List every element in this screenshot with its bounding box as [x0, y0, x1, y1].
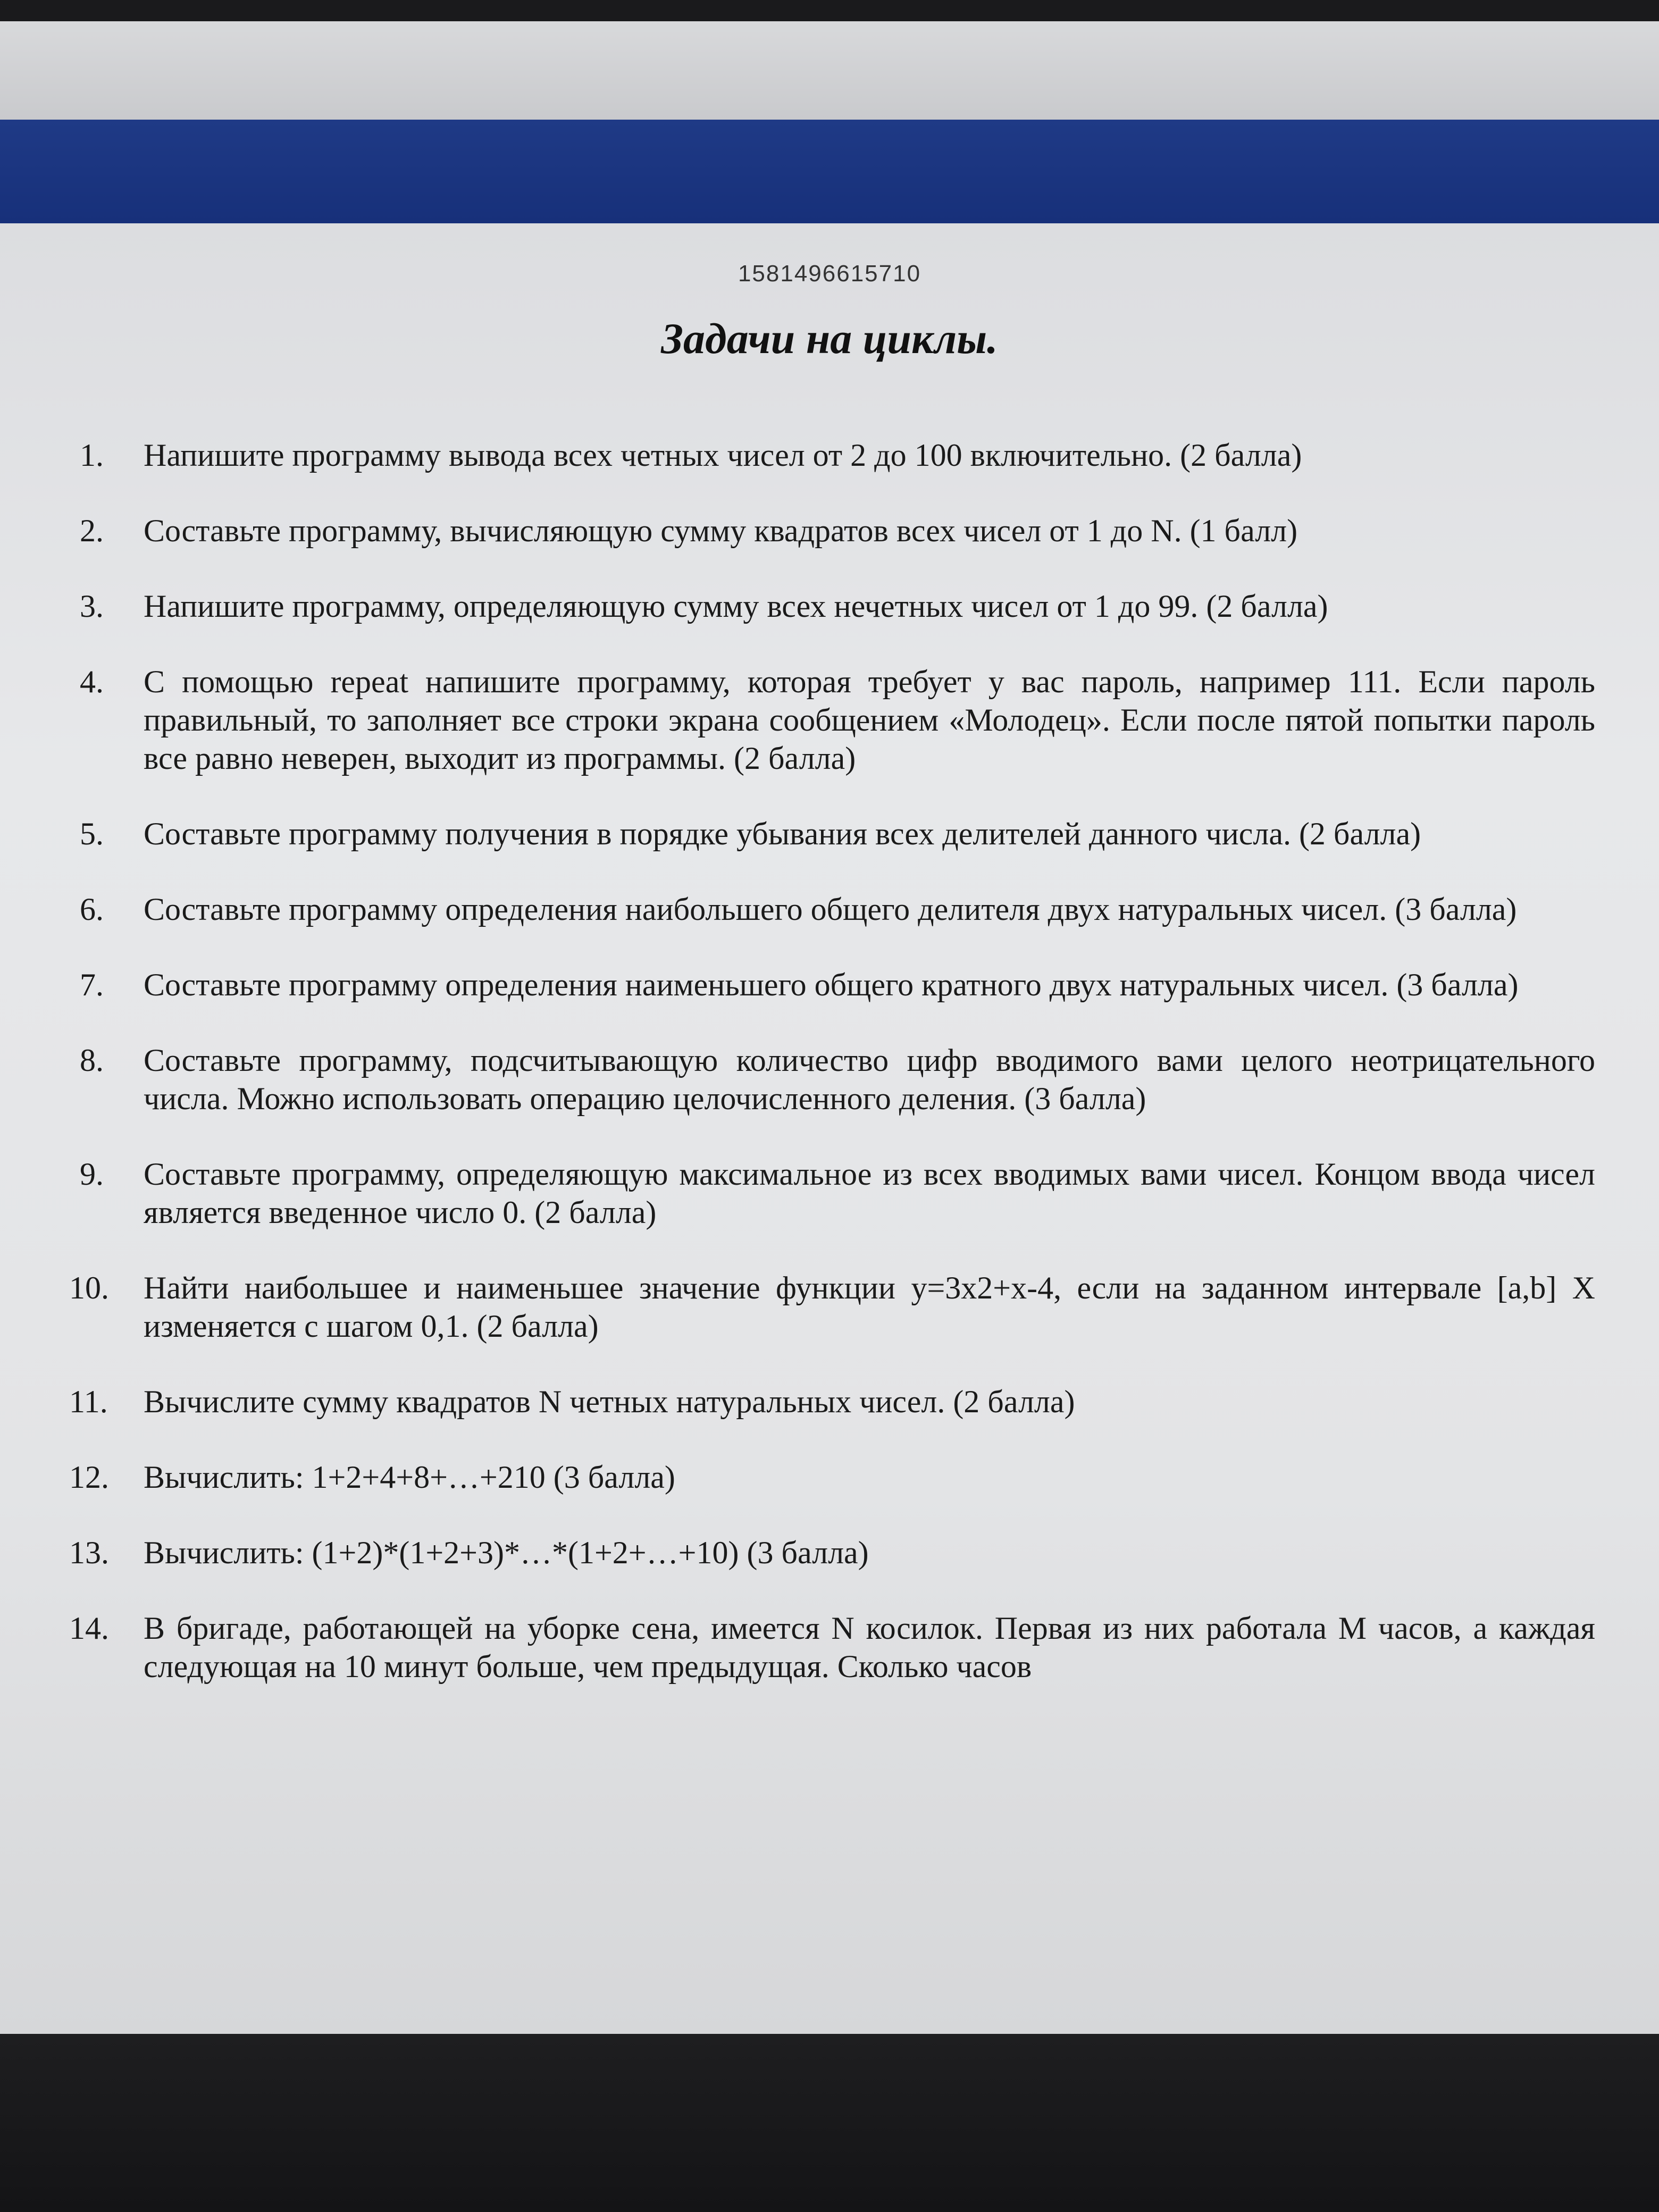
task-item-8 — [64, 1041, 1595, 1118]
task-text: Найти наибольшее и наименьшее значение функции y=3x2+x-4, если на заданном интервале [a,b] X изменяется с шагом 0,1. (2 балла) — [144, 1270, 1595, 1344]
task-item-6 — [64, 890, 1595, 928]
task-text: Составьте программу определения наименьшего общего кратного двух натуральных чисел. (3 балла) — [144, 967, 1519, 1002]
task-text: Составьте программу, подсчитывающую количество цифр вводимого вами целого неотрицательного числа. Можно использовать операцию целочисленного деления. (3 балла) — [144, 1043, 1595, 1116]
monitor-bezel-bottom — [0, 2034, 1659, 2212]
task-text: Составьте программу определения наибольшего общего делителя двух натуральных чисел. (3 балла) — [144, 892, 1517, 927]
task-text: Составьте программу получения в порядке убывания всех делителей данного числа. (2 балла) — [144, 816, 1421, 851]
task-number: 14. — [69, 1611, 109, 1646]
task-text: Составьте программу, определяющую максимальное из всех вводимых вами чисел. Концом ввода чисел является введенное число 0. (2 балла) — [144, 1157, 1595, 1230]
task-item-3 — [64, 587, 1595, 625]
task-item-5 — [64, 815, 1595, 853]
task-item-9 — [64, 1155, 1595, 1231]
task-text: Напишите программу вывода всех четных чисел от 2 до 100 включительно. (2 балла) — [144, 438, 1302, 473]
task-item-10 — [64, 1269, 1595, 1345]
task-item-13 — [64, 1534, 1595, 1572]
task-item-11 — [64, 1382, 1595, 1421]
task-text: В бригаде, работающей на уборке сена, имеется N косилок. Первая из них работала M часов, а каждая следующая на 10 минут больше, чем предыдущая. Сколько часов — [144, 1611, 1595, 1684]
task-item-7 — [64, 966, 1595, 1004]
task-text: Вычислите сумму квадратов N четных натуральных чисел. (2 балла) — [144, 1384, 1075, 1419]
task-list — [64, 436, 1595, 1686]
task-number: 8. — [80, 1043, 104, 1078]
task-number: 3. — [80, 589, 104, 624]
page-title: Задачи на циклы. — [661, 314, 998, 363]
task-item-4 — [64, 663, 1595, 777]
task-text: Вычислить: (1+2)*(1+2+3)*…*(1+2+…+10) (3 балла) — [144, 1535, 869, 1570]
task-text: Вычислить: 1+2+4+8+…+210 (3 балла) — [144, 1460, 675, 1495]
task-number: 2. — [80, 513, 104, 548]
task-number: 1. — [80, 438, 104, 473]
task-text: Составьте программу, вычисляющую сумму квадратов всех чисел от 1 до N. (1 балл) — [144, 513, 1298, 548]
task-item-2 — [64, 512, 1595, 550]
task-text: Напишите программу, определяющую сумму всех нечетных чисел от 1 до 99. (2 балла) — [144, 589, 1328, 624]
monitor-bezel-top — [0, 0, 1659, 21]
task-text: С помощью repeat напишите программу, которая требует у вас пароль, например 111. Если пароль правильный, то заполняет все строки экрана сообщением «Молодец». Если после пятой попытки пароль все равно неверен, выходит из программы. (2 балла) — [144, 664, 1595, 776]
window-title-bar — [0, 21, 1659, 120]
task-number: 12. — [69, 1460, 109, 1495]
task-number: 7. — [80, 967, 104, 1002]
task-number: 9. — [80, 1157, 104, 1192]
document-id: 1581496615710 — [738, 261, 921, 287]
task-number: 11. — [69, 1384, 108, 1419]
task-number: 4. — [80, 664, 104, 699]
task-number: 6. — [80, 892, 104, 927]
app-ribbon — [0, 120, 1659, 223]
task-item-14 — [64, 1609, 1595, 1686]
task-number: 5. — [80, 816, 104, 851]
task-item-1 — [64, 436, 1595, 474]
document-page — [0, 223, 1659, 2034]
task-item-12 — [64, 1458, 1595, 1496]
task-number: 13. — [69, 1535, 109, 1570]
task-number: 10. — [69, 1270, 109, 1305]
